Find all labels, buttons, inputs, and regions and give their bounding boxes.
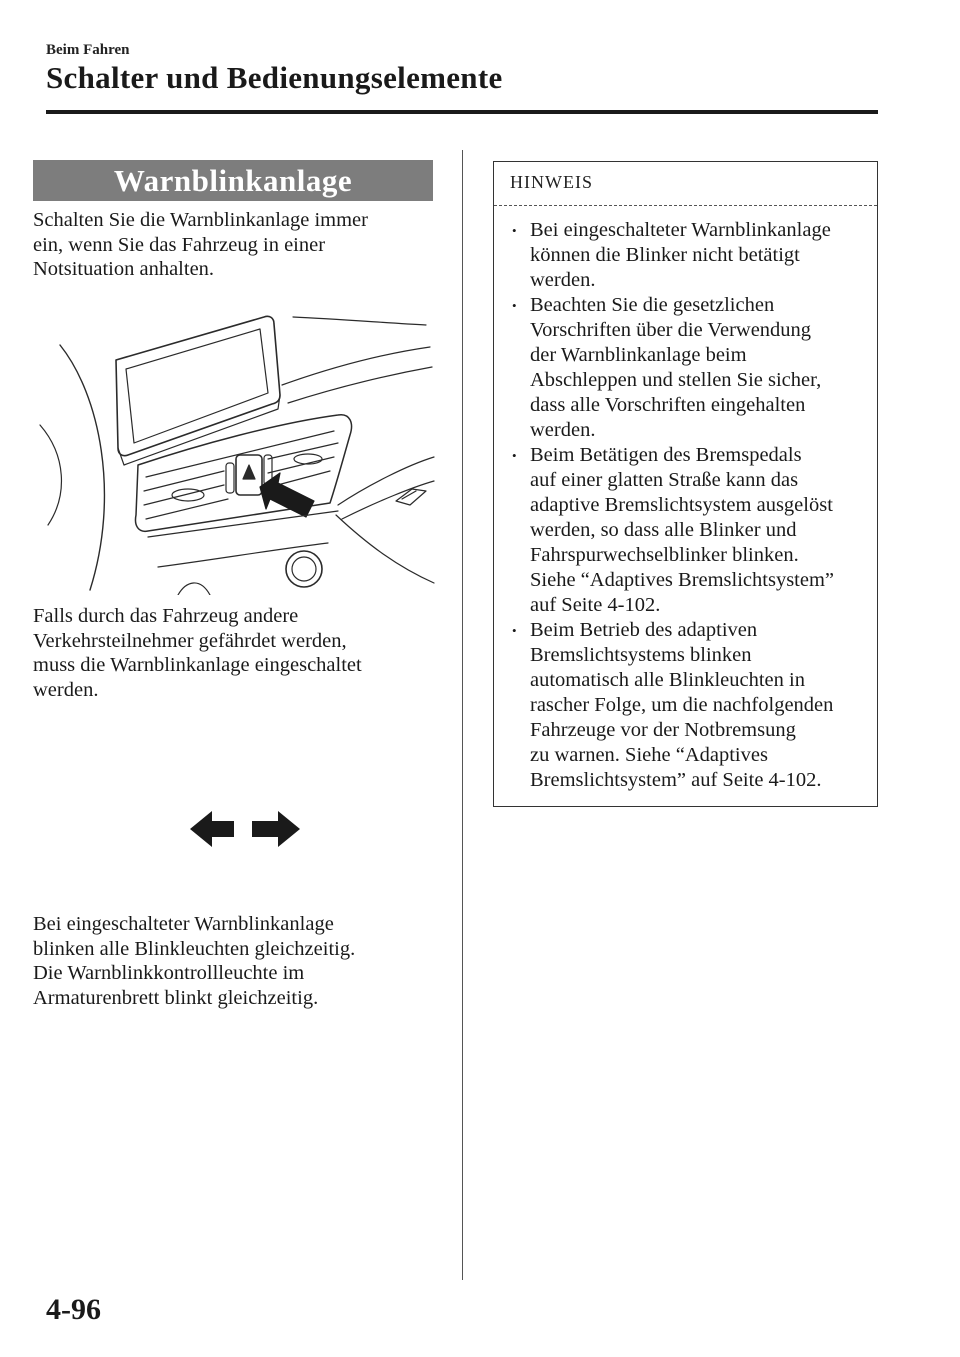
section-title-banner: Warnblinkanlage bbox=[33, 160, 433, 201]
note-list bbox=[510, 218, 872, 793]
hazard-arrows-icon bbox=[190, 808, 300, 850]
note-item: • Bei eingeschalteter Warnblinkanlage können die Blinker nicht betätigt werden. bbox=[510, 218, 872, 293]
column-divider bbox=[462, 150, 463, 1280]
safety-paragraph: Falls durch das Fahrzeug andere Verkehrsteilnehmer gefährdet werden, muss die Warnblinkanlage eingeschaltet werden. bbox=[33, 605, 362, 701]
note-box bbox=[493, 161, 878, 807]
title-rule bbox=[46, 110, 878, 114]
page-number: 4-96 bbox=[46, 1293, 101, 1326]
note-item: • Beim Betrieb des adaptiven Bremslichtsystems blinken automatisch alle Blinkleuchten in rascher Folge, um die nachfolgenden Fahrzeuge vor der Notbremsung zu warnen. Siehe “Adaptives Bremslichtsystem” auf Seite 4-102. bbox=[510, 618, 872, 793]
page-title: Schalter und Bedienungselemente bbox=[46, 60, 503, 95]
breadcrumb: Beim Fahren bbox=[46, 42, 130, 58]
note-header: HINWEIS bbox=[510, 172, 593, 192]
hazard-switch-dashboard-illustration bbox=[38, 305, 436, 595]
intro-paragraph: Schalten Sie die Warnblinkanlage immer ein, wenn Sie das Fahrzeug in einer Notsituation anhalten. bbox=[33, 209, 368, 280]
note-item: • Beim Betätigen des Bremspedals auf einer glatten Straße kann das adaptive Bremslichtsystem ausgelöst werden, so dass alle Blinker und Fahrspurwechselblinker blinken. Siehe “Adaptives Bremslichtsystem” auf Seite 4-102. bbox=[510, 443, 872, 618]
note-item: • Beachten Sie die gesetzlichen Vorschriften über die Verwendung der Warnblinkanlage beim Abschleppen und stellen Sie sicher, dass alle Vorschriften eingehalten werden. bbox=[510, 293, 872, 443]
behavior-paragraph: Bei eingeschalteter Warnblinkanlage blinken alle Blinkleuchten gleichzeitig. Die Warnblinkkontrollleuchte im Armaturenbrett blinkt gleichzeitig. bbox=[33, 913, 356, 1009]
note-rule bbox=[494, 205, 877, 206]
